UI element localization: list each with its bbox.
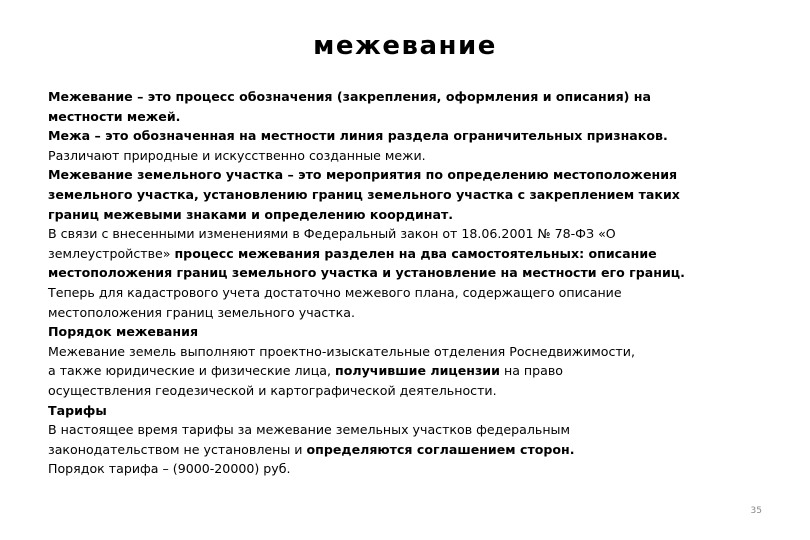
bold-text-segment: процесс межевания разделен на два самостоятельных: описание bbox=[174, 245, 657, 261]
text-segment: землеустройстве» bbox=[48, 245, 175, 261]
text-line bbox=[48, 146, 778, 166]
bold-text-segment: местности межей. bbox=[48, 108, 181, 124]
text-line bbox=[48, 205, 778, 225]
bold-text-segment: Межевание земельного участка – это мероприятия по определению местоположения bbox=[48, 167, 678, 183]
text-segment: на право bbox=[499, 363, 563, 379]
text-line bbox=[48, 224, 778, 244]
text-segment: Порядок тарифа – (9000-20000) руб. bbox=[48, 461, 291, 477]
text-segment: В связи с внесенными изменениями в Федеральный закон от 18.06.2001 № 78-ФЗ «О bbox=[48, 226, 616, 242]
bold-text-segment: местоположения границ земельного участка и установление на местности его границ. bbox=[48, 265, 685, 281]
page-number: 35 bbox=[750, 506, 762, 516]
text-line bbox=[48, 322, 778, 342]
bold-text-segment: Межевание – это процесс обозначения (закрепления, оформления и описания) на bbox=[48, 89, 651, 104]
text-line bbox=[48, 381, 778, 401]
bold-text-segment: Тарифы bbox=[48, 402, 107, 418]
text-line bbox=[48, 126, 778, 146]
text-line bbox=[48, 244, 778, 264]
text-line bbox=[48, 361, 778, 381]
text-line bbox=[48, 303, 778, 323]
bold-text-segment: Порядок межевания bbox=[48, 324, 199, 340]
page-title: межевание bbox=[313, 31, 497, 61]
text-segment: местоположения границ земельного участка. bbox=[48, 304, 355, 320]
text-segment: Межевание земель выполняют проектно-изыскательные отделения Роснедвижимости, bbox=[48, 343, 635, 359]
text-line bbox=[48, 440, 778, 460]
slide-body bbox=[48, 87, 778, 479]
text-line bbox=[48, 342, 778, 362]
bold-text-segment: Межа – это обозначенная на местности линия раздела ограничительных признаков. bbox=[48, 128, 668, 144]
text-line bbox=[48, 185, 778, 205]
text-segment: Различают природные и искусственно созданные межи. bbox=[48, 147, 426, 163]
text-line bbox=[48, 263, 778, 283]
text-segment: Теперь для кадастрового учета достаточно межевого плана, содержащего описание bbox=[48, 284, 622, 300]
text-line bbox=[48, 107, 778, 127]
text-line bbox=[48, 87, 778, 107]
text-segment: осуществления геодезической и картографической деятельности. bbox=[48, 382, 497, 398]
bold-text-segment: определяются соглашением сторон. bbox=[306, 441, 575, 457]
text-line bbox=[48, 283, 778, 303]
text-segment: а также юридические и физические лица, bbox=[48, 363, 336, 379]
text-segment: В настоящее время тарифы за межевание земельных участков федеральным bbox=[48, 422, 570, 438]
text-segment: законодательством не установлены и bbox=[48, 441, 307, 457]
bold-text-segment: земельного участка, установлению границ земельного участка с закреплением таких bbox=[48, 186, 680, 202]
text-line bbox=[48, 420, 778, 440]
text-line bbox=[48, 459, 778, 479]
text-line bbox=[48, 401, 778, 421]
text-line bbox=[48, 165, 778, 185]
bold-text-segment: получившие лицензии bbox=[335, 363, 500, 379]
bold-text-segment: границ межевыми знаками и определению координат. bbox=[48, 206, 454, 222]
